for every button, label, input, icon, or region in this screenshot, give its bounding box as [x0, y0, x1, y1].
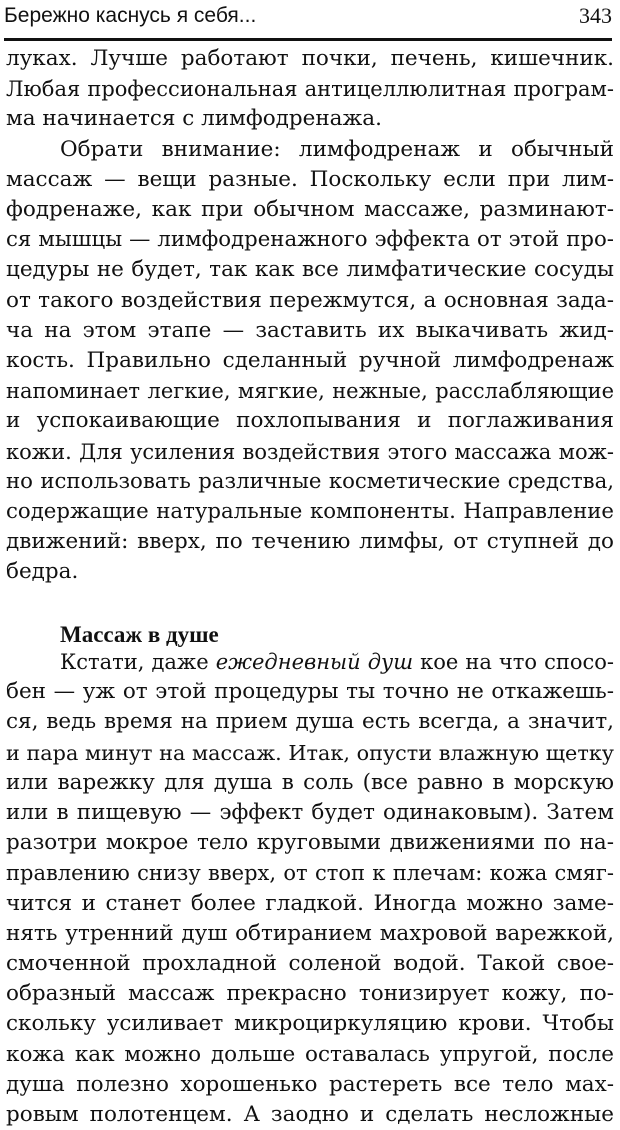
text-line: движений: вверх, по течению лимфы, от ступней до — [6, 529, 614, 555]
text-line: нять утренний душ обтиранием махровой варежкой, — [6, 920, 614, 946]
text-line: фодренаже, как при обычном массаже, разминают- — [6, 197, 614, 222]
text-line: ча на этом этапе — заставить их выкачивать жид- — [6, 317, 614, 343]
text-line: кожи. Для усиления воздействия этого массажа мож- — [6, 439, 614, 464]
text-line: от такого воздействия пережмутся, а основная зада- — [6, 287, 614, 313]
text-line: смоченной прохладной соленой водой. Такой свое- — [6, 951, 614, 977]
text-line: кожа как можно дольше оставалась упругой, после — [6, 1041, 614, 1067]
text-line: но использовать различные косметические средства, — [6, 468, 614, 494]
running-head — [4, 0, 612, 36]
text-line: Обрати внимание: лимфодренаж и обычный — [60, 136, 614, 162]
text-line: содержащие натуральные компоненты. Направление — [6, 499, 614, 524]
text-line: и пара минут на массаж. Итак, опусти влажную щетку — [6, 740, 614, 765]
text-line: ся мышцы — лимфодренажного эффекта от этой про- — [6, 227, 614, 253]
text-line: бен — уж от этой процедуры ты точно не откажешь- — [6, 679, 614, 705]
text-line: правлению снизу вверх, от стоп к плечам: кожа смяг- — [6, 861, 614, 886]
text-line: чится и станет более гладкой. Иногда можно заме- — [6, 890, 614, 916]
section-heading-text: Массаж в душе — [60, 622, 219, 648]
text-line: ся, ведь время на прием душа есть всегда, а значит, — [6, 709, 614, 735]
text-line: напоминает легкие, мягкие, нежные, расслабляющие — [6, 379, 614, 404]
text-run: Кстати, даже — [60, 650, 216, 675]
text-line: душа полезно хорошенько растереть все тело мах- — [6, 1071, 614, 1097]
text-run: кое на что спосо- — [413, 650, 614, 675]
text-line — [60, 647, 614, 677]
text-line: кость. Правильно сделанный ручной лимфодренаж — [6, 348, 614, 373]
text-line: бедра. — [6, 559, 79, 585]
text-line: цедуры не будет, так как все лимфатические сосуды — [6, 257, 614, 283]
text-line: луках. Лучше работают почки, печень, кишечник. — [6, 46, 614, 71]
text-line: Любая профессиональная антицеллюлитная програм- — [6, 77, 614, 102]
running-head-title: Бережно каснусь я себя... — [4, 4, 257, 27]
text-line: и успокаивающие похлопывания и поглаживания — [6, 408, 614, 434]
text-line: ма начинается с лимфодренажа. — [6, 106, 382, 132]
text-line: массаж — вещи разные. Поскольку если при лим- — [6, 166, 614, 192]
italic-text-run: ежедневный душ — [215, 650, 414, 675]
text-line: образный массаж прекрасно тонизирует кожу, по- — [6, 981, 614, 1007]
text-line: разотри мокрое тело круговыми движениями по на- — [6, 830, 614, 856]
text-line: или в пищевую — эффект будет одинаковым). Затем — [6, 800, 614, 826]
page-number: 343 — [579, 3, 612, 28]
text-line: скольку усиливает микроциркуляцию крови. Чтобы — [6, 1011, 614, 1037]
text-line: ровым полотенцем. А заодно и сделать несложные — [6, 1102, 614, 1128]
text-line: или варежку для душа в соль (все равно в морскую — [6, 769, 614, 795]
header-rule — [4, 38, 612, 41]
